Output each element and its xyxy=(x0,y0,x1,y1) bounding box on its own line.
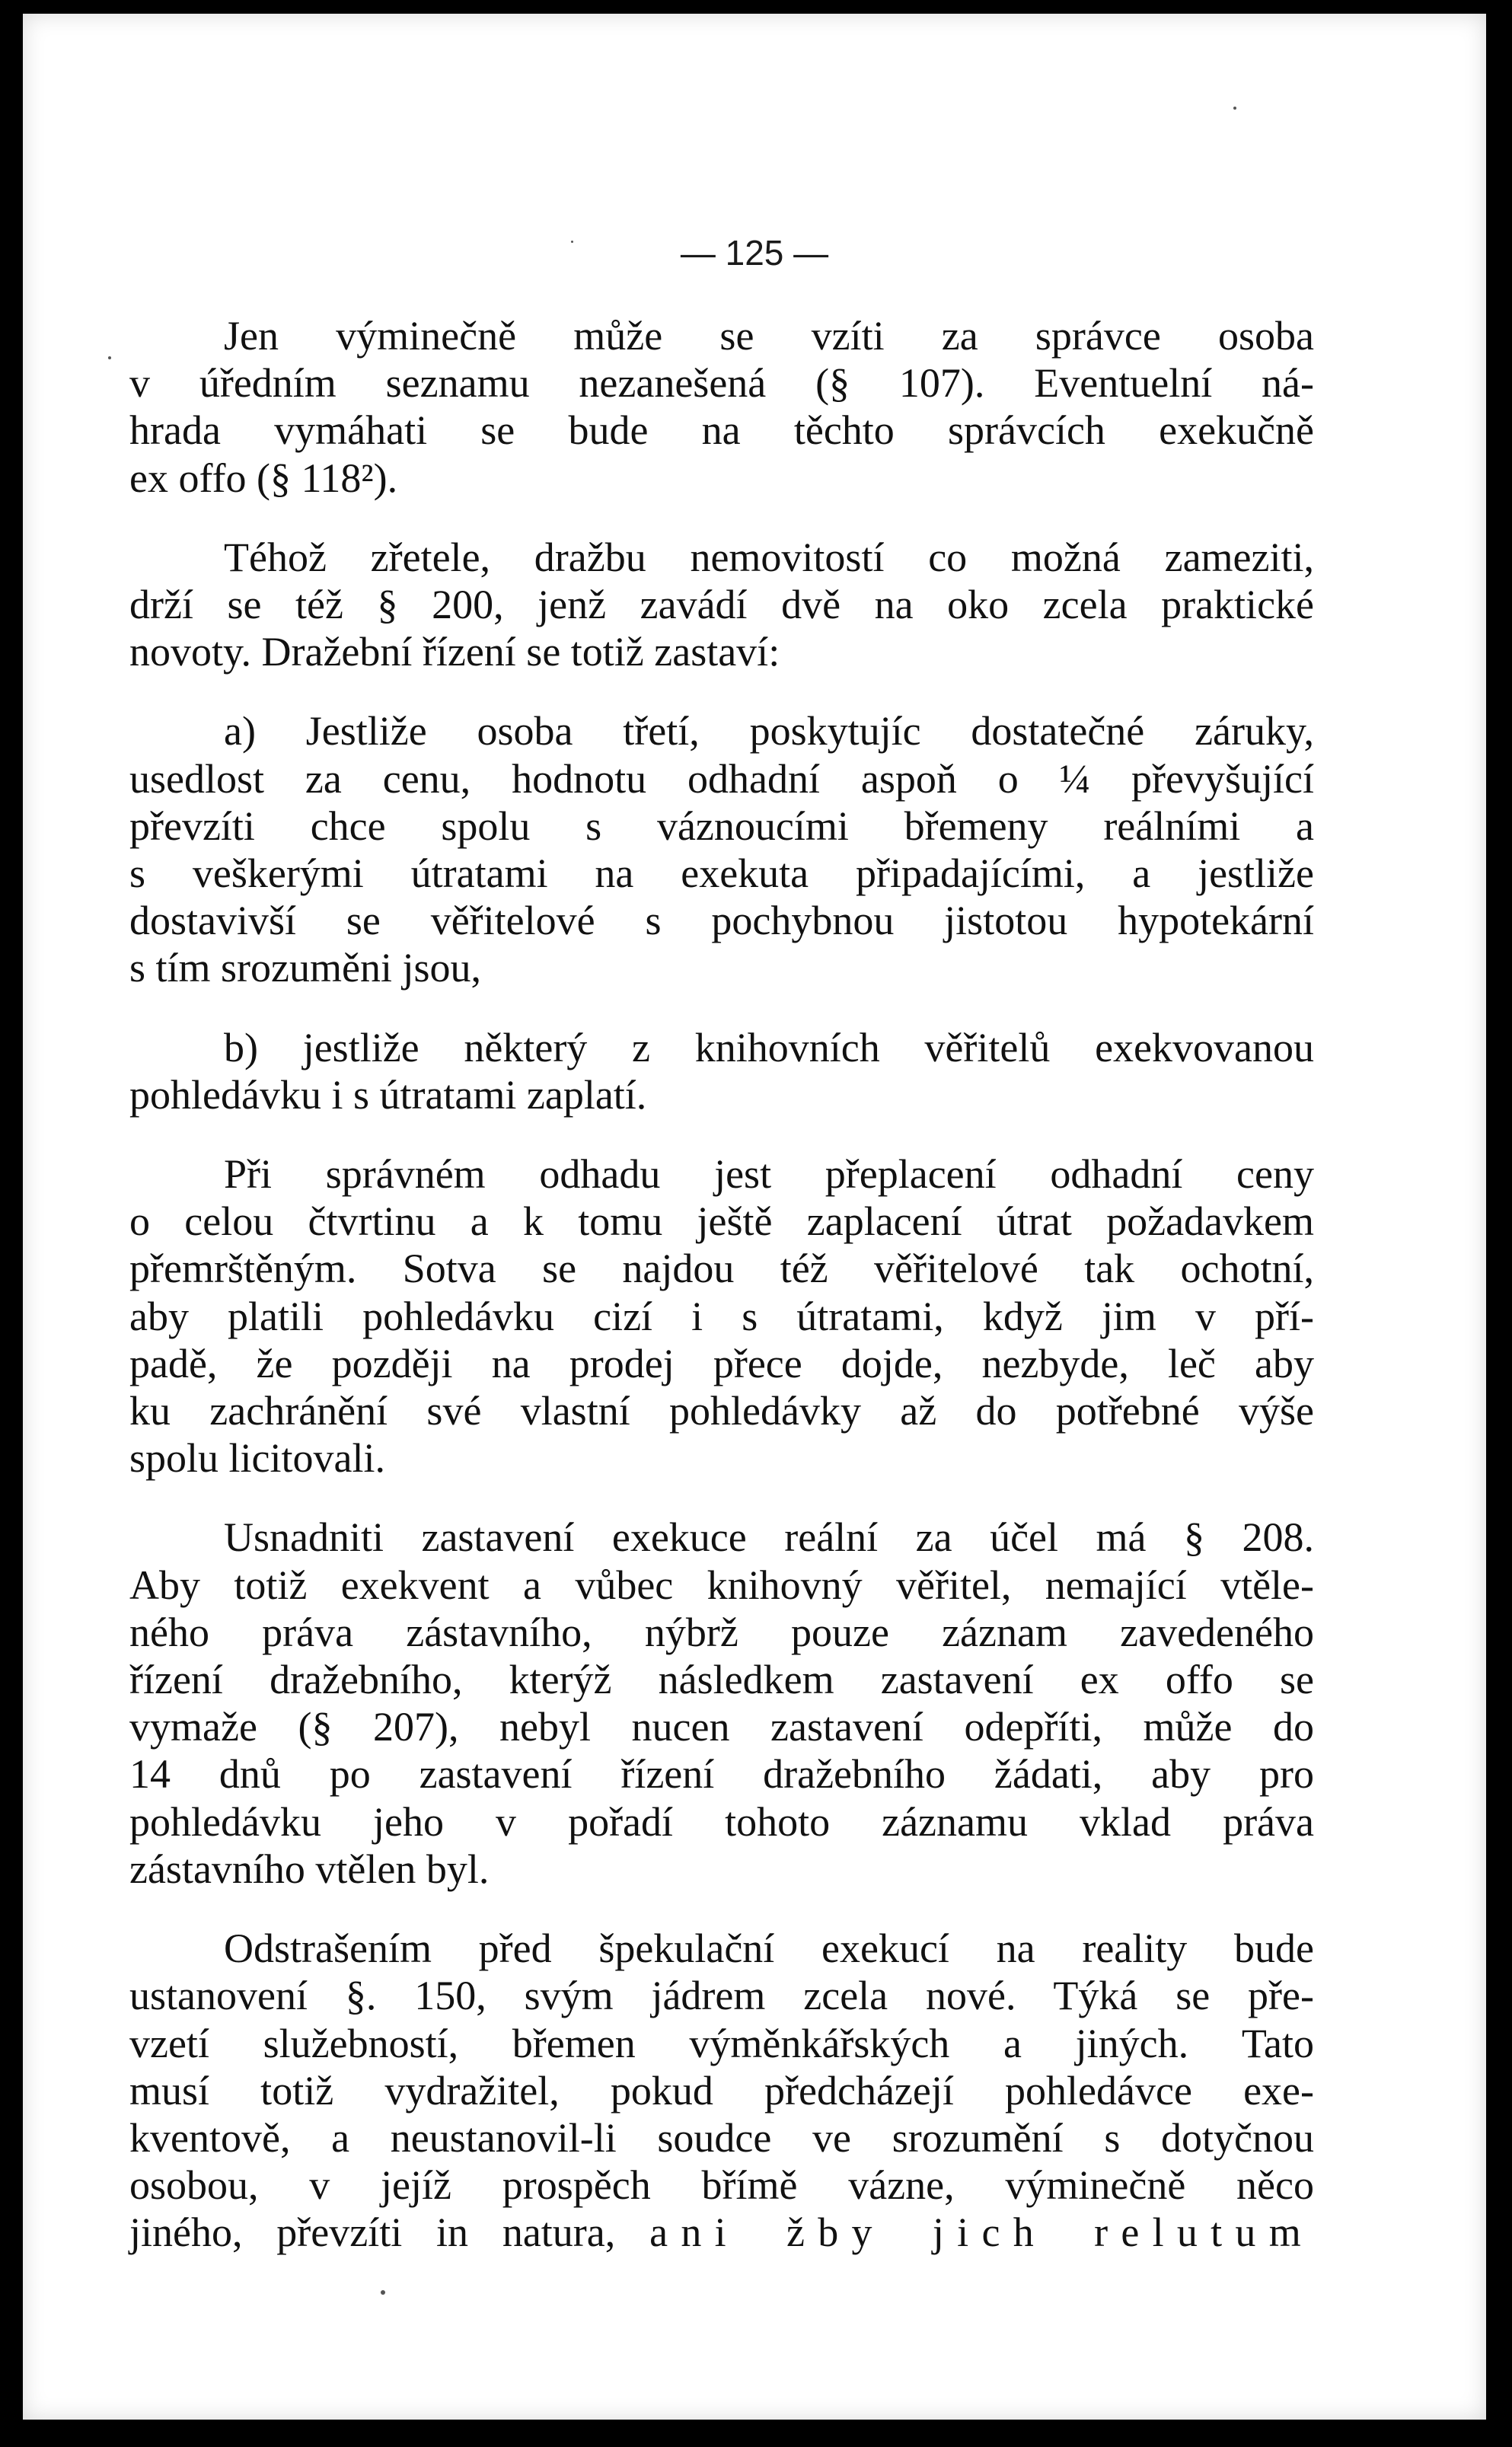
text-fragment: jiného, převzíti in natura, xyxy=(129,2209,616,2256)
text-line: aby platili pohledávku cizí i s útratami, když jim v pří- xyxy=(129,1293,1314,1339)
text-line: 14 dnů po zastavení řízení dražebního žádati, aby pro xyxy=(129,1751,1314,1798)
paragraph xyxy=(129,1514,1314,1893)
text-line: řízení dražebního, kterýž následkem zastavení ex offo se xyxy=(129,1657,1314,1703)
text-line: usedlost za cenu, hodnotu odhadní aspoň o ¼ převyšující xyxy=(129,755,1314,802)
text-line: zástavního vtělen byl. xyxy=(129,1846,490,1892)
scan-speck xyxy=(381,2290,385,2295)
text-line: kventově, a neustanovil-li soudce ve srozumění s dotyčnou xyxy=(129,2114,1314,2161)
paragraph xyxy=(129,312,1314,502)
text-line: osobou, v jejíž prospěch břímě vázne, výminečně něco xyxy=(129,2162,1314,2209)
paragraph xyxy=(129,707,1314,991)
text-line: v úředním seznamu nezanešená (§ 107). Eventuelní ná- xyxy=(129,360,1314,407)
text-line: drží se též § 200, jenž zavádí dvě na oko zcela praktické xyxy=(129,582,1314,628)
text-line: pohledávku jeho v pořadí tohoto záznamu vklad práva xyxy=(129,1798,1314,1845)
text-line: hrada vymáhati se bude na těchto správcích exekučně xyxy=(129,407,1314,454)
paragraph xyxy=(129,534,1314,676)
page-number: — 125 — xyxy=(680,233,829,273)
text-line: vymaže (§ 207), nebyl nucen zastavení odepříti, může do xyxy=(129,1704,1314,1750)
scan-speck xyxy=(571,241,573,243)
text-line: s tím srozuměni jsou, xyxy=(129,945,481,991)
text-line: novoty. Dražební řízení se totiž zastaví: xyxy=(129,629,780,675)
text-line: musí totiž vydražitel, pokud předcházejí pohledávce exe- xyxy=(129,2067,1314,2114)
text-line: Při správném odhadu jest přeplacení odhadní ceny xyxy=(224,1151,1314,1198)
text-line: Jen výminečně může se vzíti za správce osoba xyxy=(224,313,1314,359)
text-line: a) Jestliže osoba třetí, poskytujíc dostatečné záruky, xyxy=(224,708,1314,755)
text-line: vzetí služebností, břemen výměnkářských a jiných. Tato xyxy=(129,2020,1314,2066)
text-line xyxy=(129,2209,1314,2256)
text-line: o celou čtvrtinu a k tomu ještě zaplacení útrat požadavkem xyxy=(129,1198,1314,1245)
text-line: ustanovení §. 150, svým jádrem zcela nové. Týká se pře- xyxy=(129,1973,1314,2019)
text-line: ku zachránění své vlastní pohledávky až do potřebné výše xyxy=(129,1388,1314,1434)
text-line: přemrštěným. Sotva se najdou též věřitelové tak ochotní, xyxy=(129,1246,1314,1292)
text-line: Téhož zřetele, dražbu nemovitostí co možná zameziti, xyxy=(224,534,1314,580)
text-line: spolu licitovali. xyxy=(129,1435,385,1482)
text-line: padě, že později na prodej přece dojde, nezbyde, leč aby xyxy=(129,1340,1314,1386)
text-line: ného práva zástavního, nýbrž pouze záznam zavedeného xyxy=(129,1609,1314,1655)
text-line: převzíti chce spolu s váznoucími břemeny reálními a xyxy=(129,802,1314,849)
text-line: dostavivší se věřitelové s pochybnou jistotou hypotekární xyxy=(129,898,1314,944)
text-line: Aby totiž exekvent a vůbec knihovný věřitel, nemající vtěle- xyxy=(129,1562,1314,1608)
text-line: ex offo (§ 118²). xyxy=(129,455,398,501)
scan-speck xyxy=(108,356,111,359)
text-line: Usnadniti zastavení exekuce reální za účel má § 208. xyxy=(224,1514,1314,1561)
body-text xyxy=(129,312,1314,2257)
book-page xyxy=(23,14,1486,2420)
spaced-emphasis-text: ani žby jich relutum xyxy=(649,2209,1314,2256)
paragraph xyxy=(129,1925,1314,2256)
paragraph xyxy=(129,1150,1314,1482)
text-line: b) jestliže některý z knihovních věřitelů exekvovanou xyxy=(224,1024,1314,1070)
paragraph xyxy=(129,1024,1314,1118)
text-line: s veškerými útratami na exekuta připadajícími, a jestliže xyxy=(129,850,1314,897)
text-line: Odstrašením před špekulační exekucí na reality bude xyxy=(224,1925,1314,1972)
text-line: pohledávku i s útratami zaplatí. xyxy=(129,1071,647,1118)
scan-speck xyxy=(1233,107,1236,110)
